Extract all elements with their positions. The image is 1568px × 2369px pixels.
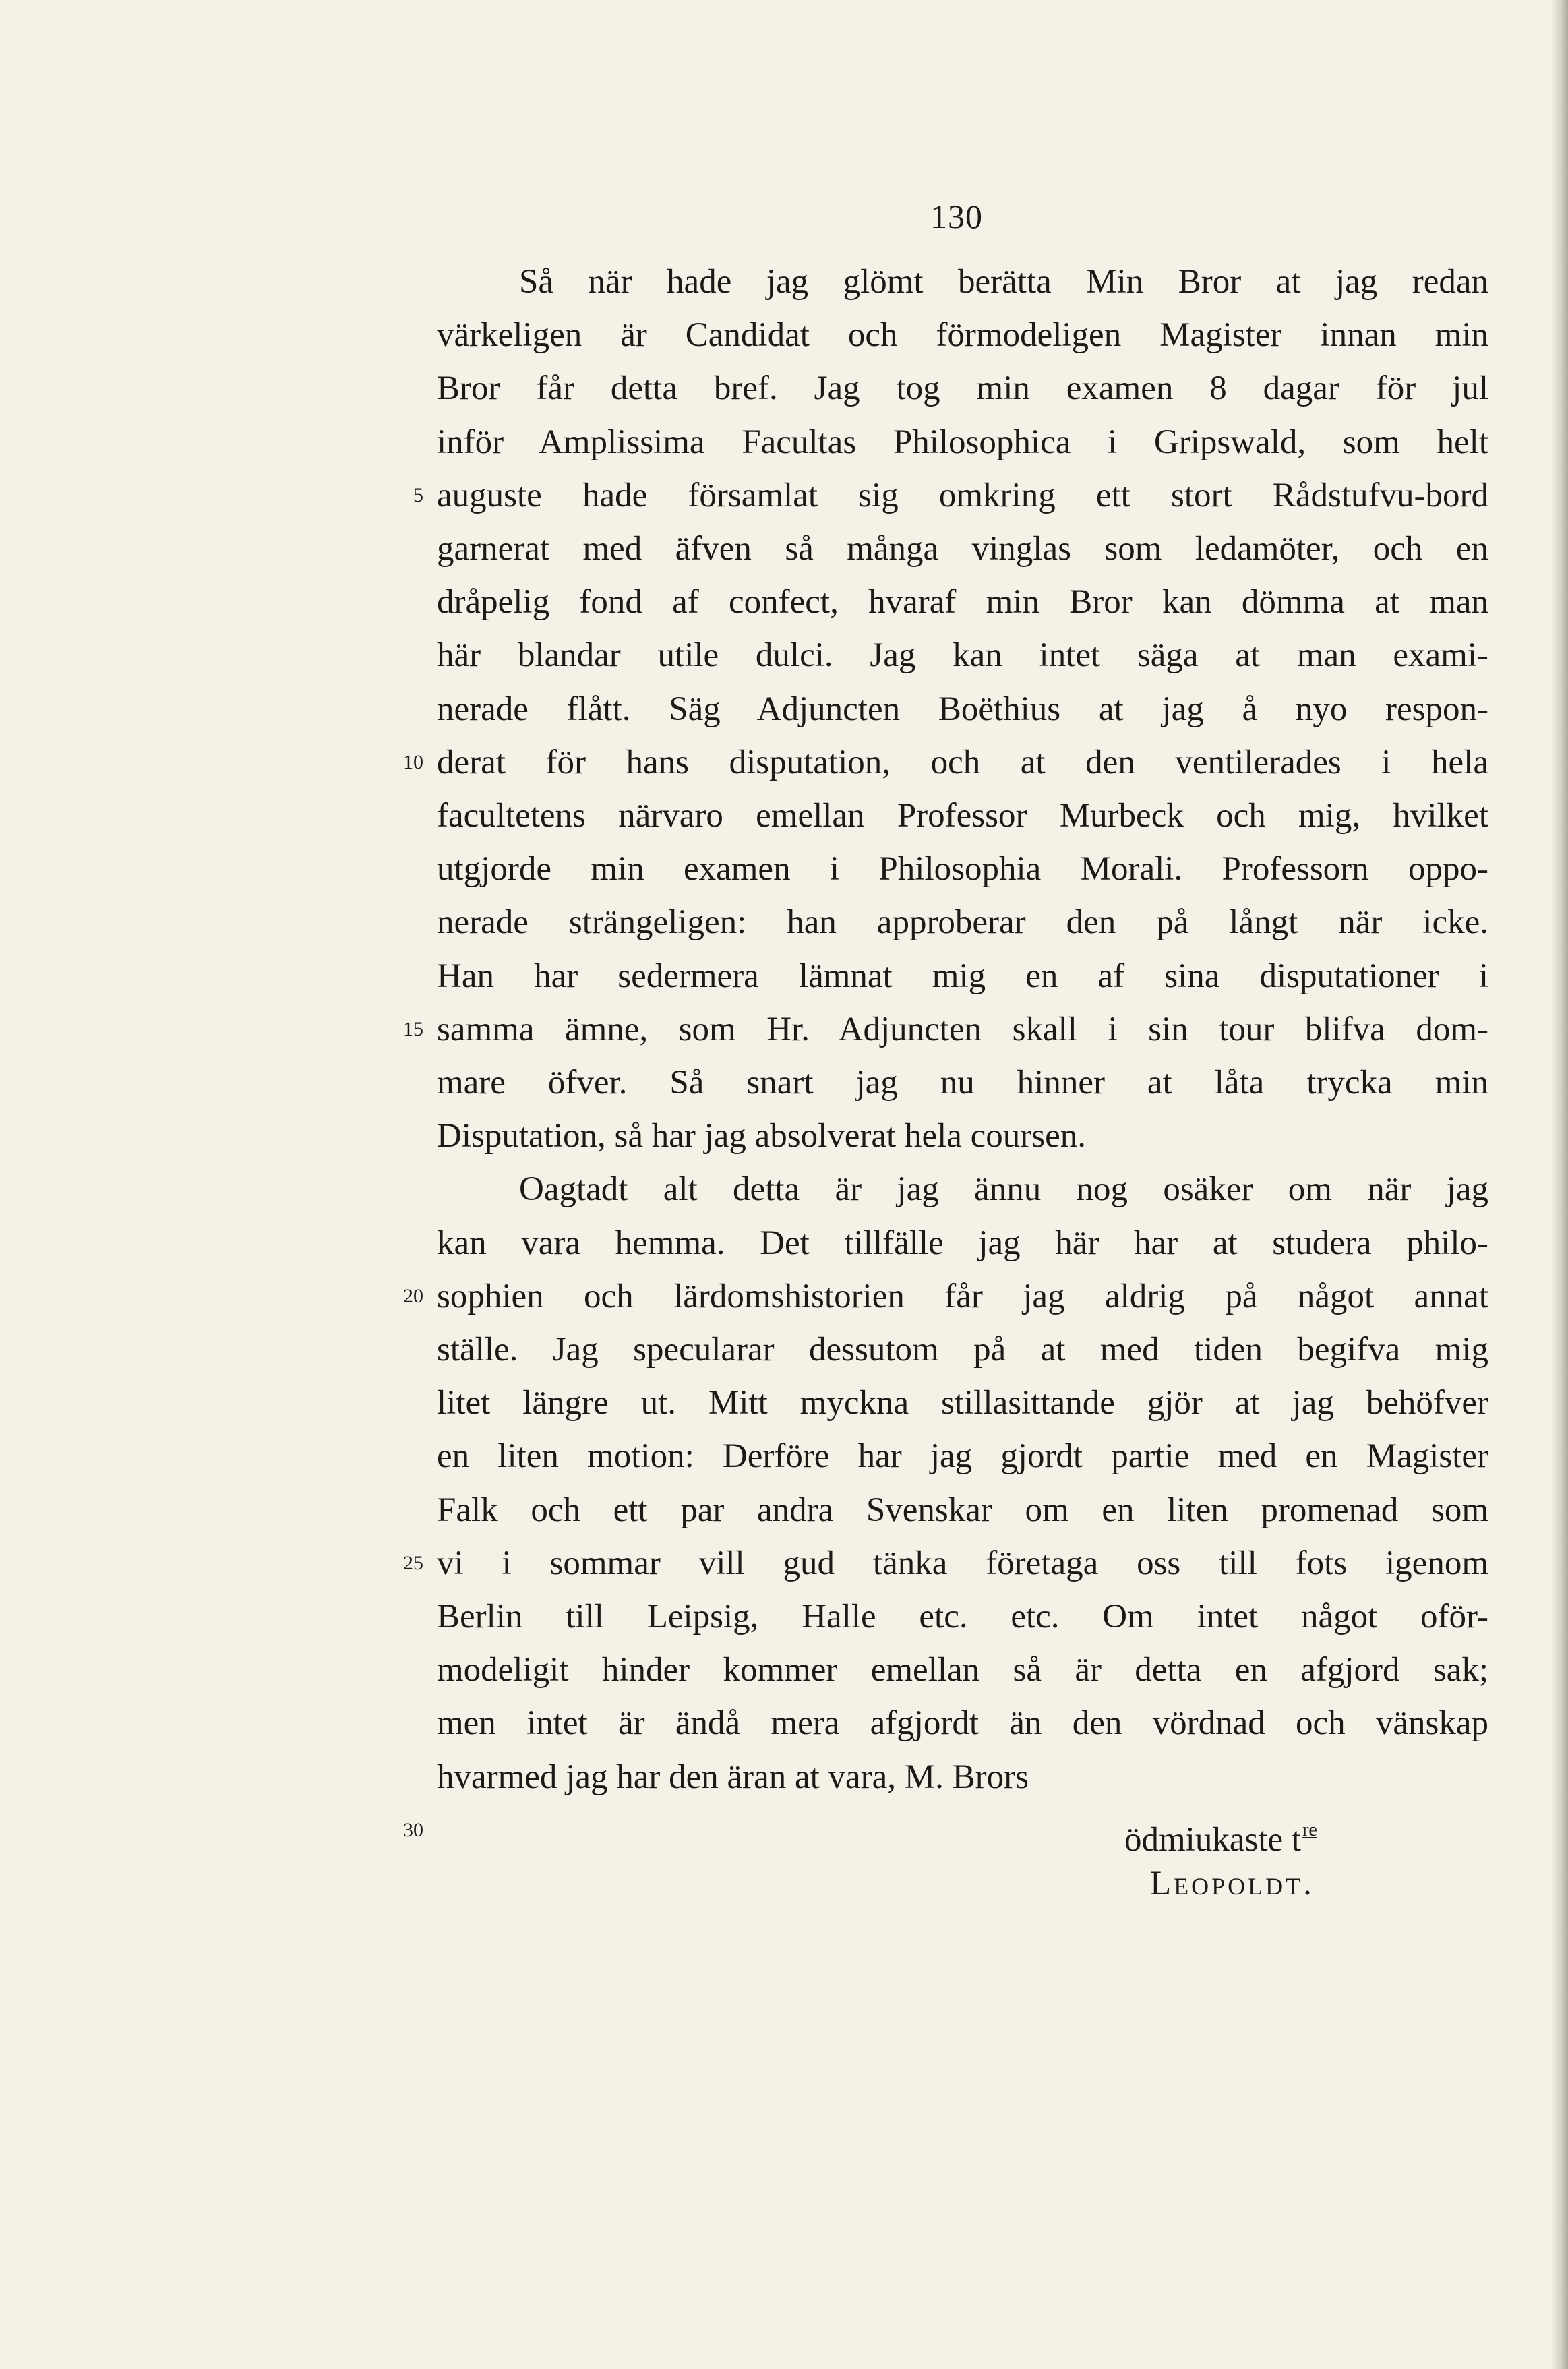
text-line: vi i sommar vill gud tänka företaga oss till fots igenom <box>437 1545 1488 1582</box>
page-edge-shadow <box>1550 0 1568 2369</box>
text-line: hvarmed jag har den äran at vara, M. Brors <box>437 1758 1029 1796</box>
text-line: garnerat med äfven så många vinglas som ledamöter, och en <box>437 530 1488 568</box>
text-line: modeligit hinder kommer emellan så är detta en afgjord sak; <box>437 1651 1488 1689</box>
text-line: Han har sedermera lämnat mig en af sina disputationer i <box>437 957 1488 995</box>
line-number-5: 5 <box>413 484 423 506</box>
text-line: här blandar utile dulci. Jag kan intet säga at man exami- <box>437 636 1488 674</box>
text-line: Oagtadt alt detta är jag ännu nog osäker om när jag <box>519 1170 1488 1208</box>
line-number-10: 10 <box>403 751 423 773</box>
text-line: utgjorde min examen i Philosophia Morali. Professorn oppo- <box>437 850 1488 888</box>
text-line: litet längre ut. Mitt myckna stillasittande gjör at jag behöfver <box>437 1384 1488 1422</box>
text-line: en liten motion: Derföre har jag gjordt partie med en Magister <box>437 1437 1488 1475</box>
signature: Leopoldt. <box>1150 1865 1315 1902</box>
text-line: Disputation, så har jag absolverat hela coursen. <box>437 1117 1087 1155</box>
text-line: derat för hans disputation, och at den ventilerades i hela <box>437 744 1488 781</box>
text-line: Berlin till Leipsig, Halle etc. etc. Om intet något oför- <box>437 1598 1488 1636</box>
text-line: men intet är ändå mera afgjordt än den vördnad och vänskap <box>437 1704 1488 1742</box>
text-line: ställe. Jag specularar dessutom på at med tiden begifva mig <box>437 1331 1488 1369</box>
closing-superscript: re <box>1302 1820 1317 1840</box>
text-line: samma ämne, som Hr. Adjuncten skall i sin tour blifva dom- <box>437 1011 1488 1048</box>
text-line: Så när hade jag glömt berätta Min Bror at jag redan <box>519 263 1488 301</box>
text-line: dråpelig fond af confect, hvaraf min Bror kan dömma at man <box>437 583 1488 621</box>
line-number-15: 15 <box>403 1018 423 1040</box>
text-line: nerade strängeligen: han approberar den på långt när icke. <box>437 903 1488 941</box>
line-number-30: 30 <box>403 1819 423 1841</box>
text-line: Bror får detta bref. Jag tog min examen 8 dagar för jul <box>437 369 1488 407</box>
text-line: kan vara hemma. Det tillfälle jag här har at studera philo- <box>437 1224 1488 1262</box>
line-number-20: 20 <box>403 1285 423 1307</box>
text-line: sophien och lärdomshistorien får jag aldrig på något annat <box>437 1278 1488 1315</box>
text-line: inför Amplissima Facultas Philosophica i Gripswald, som helt <box>437 423 1488 461</box>
text-line: auguste hade församlat sig omkring ett stort Rådstufvu-bord <box>437 477 1488 514</box>
page-number: 130 <box>930 198 983 235</box>
text-line: Falk och ett par andra Svenskar om en liten promenad som <box>437 1491 1488 1529</box>
text-line: nerade flått. Säg Adjuncten Boëthius at jag å nyo respon- <box>437 690 1488 728</box>
text-line: mare öfver. Så snart jag nu hinner at låta trycka min <box>437 1064 1488 1102</box>
closing-text: ödmiukaste t <box>1124 1821 1302 1859</box>
text-line: värkeligen är Candidat och förmodeligen Magister innan min <box>437 316 1488 354</box>
text-line: facultetens närvaro emellan Professor Murbeck och mig, hvilket <box>437 797 1488 835</box>
line-number-25: 25 <box>403 1552 423 1574</box>
